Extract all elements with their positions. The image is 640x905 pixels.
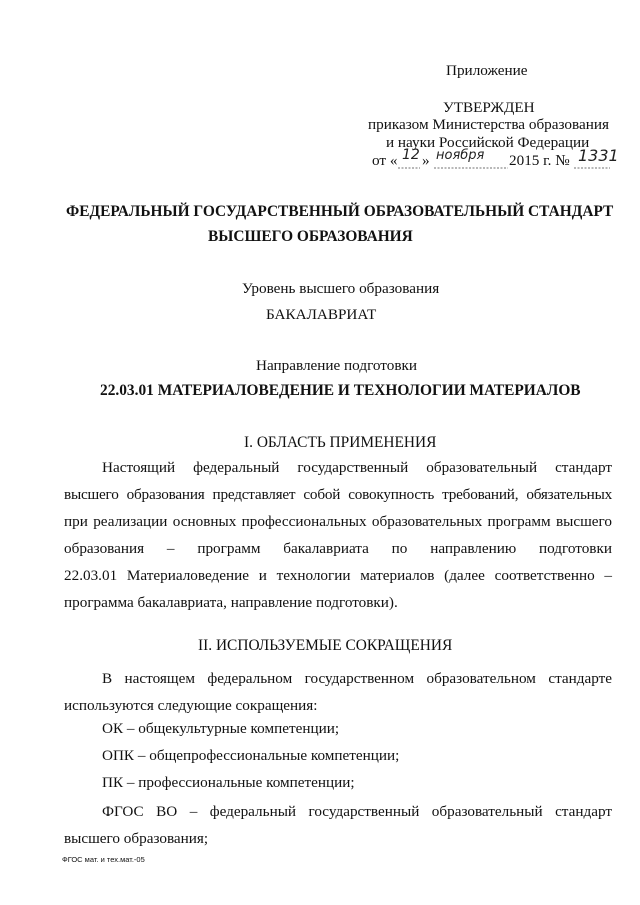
education-level-label: Уровень высшего образования bbox=[242, 280, 440, 297]
order-year-number: 2015 г. № bbox=[509, 152, 570, 169]
section-1-line: образования – программ бакалавриата по направлению подготовки bbox=[64, 540, 612, 557]
section-1-line: программа бакалавриата, направление подготовки). bbox=[64, 594, 398, 611]
section-1-paragraph bbox=[64, 454, 612, 616]
fgos-line: высшего образования; bbox=[64, 830, 209, 847]
standard-title-line-1: ФЕДЕРАЛЬНЫЙ ГОСУДАРСТВЕННЫЙ ОБРАЗОВАТЕЛЬНЫЙ СТАНДАРТ bbox=[66, 203, 614, 220]
standard-title-line-2: ВЫСШЕГО ОБРАЗОВАНИЯ bbox=[208, 228, 413, 245]
section-2-intro-line: используются следующие сокращения: bbox=[64, 697, 318, 714]
order-prefix: от « bbox=[372, 152, 398, 169]
order-underlines bbox=[372, 167, 612, 171]
order-line-1: приказом Министерства образования bbox=[368, 116, 609, 133]
abbreviation-item-opk: ОПК – общепрофессиональные компетенции; bbox=[102, 747, 400, 764]
appendix-label: Приложение bbox=[446, 62, 528, 79]
section-2-intro-line: В настоящем федеральном государственном образовательном стандарте bbox=[102, 670, 612, 687]
abbreviation-item-fgos bbox=[64, 798, 612, 852]
direction-value: 22.03.01 МАТЕРИАЛОВЕДЕНИЕ И ТЕХНОЛОГИИ МАТЕРИАЛОВ bbox=[100, 382, 581, 399]
fgos-line: ФГОС ВО – федеральный государственный образовательный стандарт bbox=[102, 803, 612, 820]
section-1-line: 22.03.01 Материаловедение и технологии материалов (далее соответственно – bbox=[64, 567, 612, 584]
section-1-heading: I. ОБЛАСТЬ ПРИМЕНЕНИЯ bbox=[244, 434, 437, 451]
order-day-handwritten: 12 bbox=[402, 147, 420, 163]
education-level-value: БАКАЛАВРИАТ bbox=[266, 306, 377, 323]
direction-label: Направление подготовки bbox=[256, 357, 418, 374]
section-1-line: Настоящий федеральный государственный образовательный стандарт bbox=[102, 459, 612, 476]
section-2-intro bbox=[64, 665, 612, 719]
order-quote-close: » bbox=[422, 152, 430, 169]
section-2-heading: II. ИСПОЛЬЗУЕМЫЕ СОКРАЩЕНИЯ bbox=[198, 637, 453, 654]
order-line-2: и науки Российской Федерации bbox=[386, 134, 590, 151]
order-number-handwritten: 1331 bbox=[578, 146, 619, 165]
order-month-handwritten: ноября bbox=[436, 148, 485, 163]
order-date-line bbox=[372, 146, 619, 173]
abbreviation-item-pk: ПК – профессиональные компетенции; bbox=[102, 774, 355, 791]
page-footer: ФГОС мат. и тех.мат.-05 bbox=[62, 855, 145, 864]
abbreviation-item-ok: ОК – общекультурные компетенции; bbox=[102, 720, 340, 737]
section-1-line: высшего образования представляет собой совокупность требований, обязательных bbox=[64, 486, 612, 503]
approved-label: УТВЕРЖДЕН bbox=[443, 99, 535, 116]
section-1-line: при реализации основных профессиональных образовательных программ высшего bbox=[64, 513, 612, 530]
